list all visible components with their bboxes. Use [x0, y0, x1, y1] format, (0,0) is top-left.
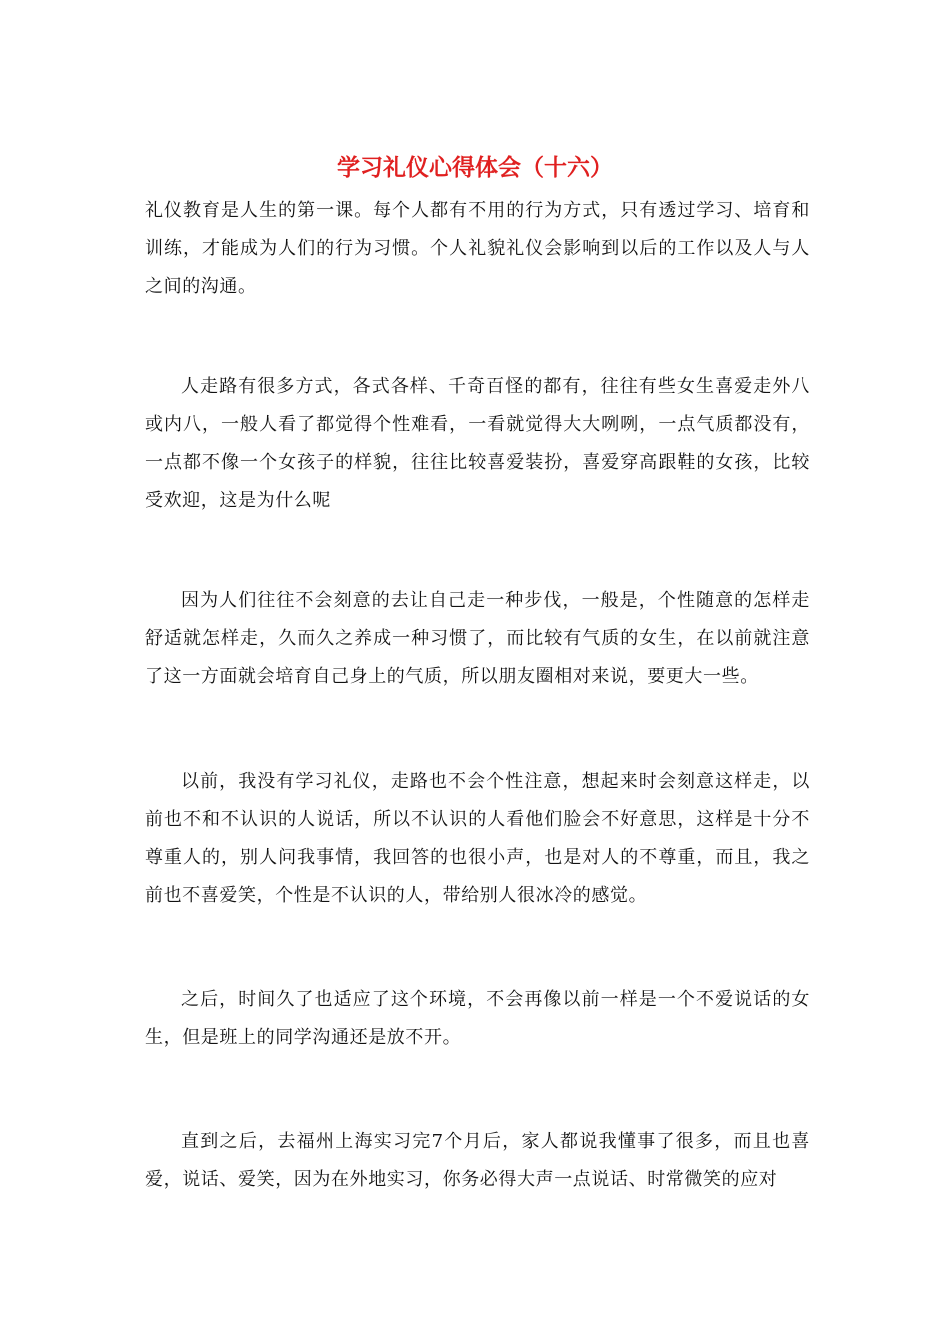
paragraph-habits: 因为人们往往不会刻意的去让自己走一种步伐，一般是，个性随意的怎样走舒适就怎样走，久而久之养成一种习惯了，而比较有气质的女生，在以前就注意了这一方面就会培育自己身上的气质，所以朋友圈相对来说，要更大一些。: [145, 590, 810, 687]
document-title: 学习礼仪心得体会（十六）: [337, 154, 613, 181]
paragraph-before-learning: 以前，我没有学习礼仪，走路也不会个性注意，想起来时会刻意这样走，以前也不和不认识的人说话，所以不认识的人看他们脸会不好意思，这样是十分不尊重人的，别人问我事情，我回答的也很小声，也是对人的不尊重，而且，我之前也不喜爱笑，个性是不认识的人，带给别人很冰冷的感觉。: [145, 771, 810, 906]
paragraph-adaptation: 之后，时间久了也适应了这个环境，不会再像以前一样是一个不爱说话的女生，但是班上的同学沟通还是放不开。: [145, 989, 810, 1048]
paragraph-walking-styles: 人走路有很多方式，各式各样、千奇百怪的都有，往往有些女生喜爱走外八或内八，一般人看了都觉得个性难看，一看就觉得大大咧咧，一点气质都没有，一点都不像一个女孩子的样貌，往往比较喜爱装扮，喜爱穿高跟鞋的女孩，比较受欢迎，这是为什么呢: [145, 376, 810, 511]
paragraph-intro: 礼仪教育是人生的第一课。每个人都有不用的行为方式，只有透过学习、培育和训练，才能成为人们的行为习惯。个人礼貌礼仪会影响到以后的工作以及人与人之间的沟通。: [145, 200, 810, 297]
paragraph-internship: 直到之后，去福州上海实习完7个月后，家人都说我懂事了很多，而且也喜爱，说话、爱笑，因为在外地实习，你务必得大声一点说话、时常微笑的应对: [145, 1131, 810, 1190]
